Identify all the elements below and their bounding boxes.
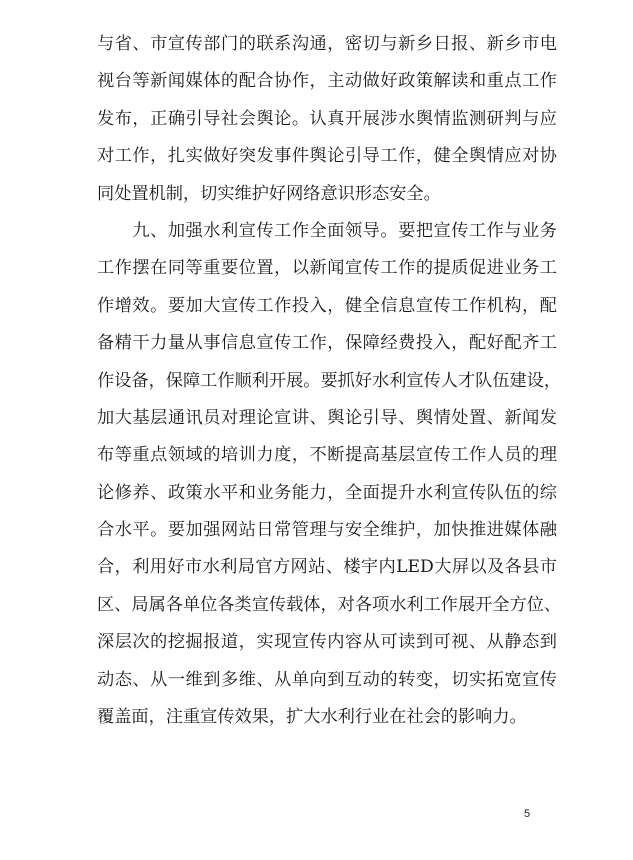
section-nine-heading-line: 九、加强水利宣传工作全面领导。要把宣传工作与业务 [97,220,557,241]
text-line: 视台等新闻媒体的配合协作，主动做好政策解读和重点工作 [97,71,557,92]
body-text [97,26,562,736]
text-line: 作增效。要加大宣传工作投入，健全信息宣传工作机构，配 [97,295,557,316]
text-line: 布等重点领域的培训力度，不断提高基层宣传工作人员的理 [97,445,557,466]
text-line: 区、局属各单位各类宣传载体，对各项水利工作展开全方位、 [97,594,562,615]
text-line: 与省、市宣传部门的联系沟通，密切与新乡日报、新乡市电 [97,34,557,54]
text-line: 发布，正确引导社会舆论。认真开展涉水舆情监测研判与应 [97,108,557,129]
text-line: 合，利用好市水利局官方网站、楼宇内LED大屏以及各县市 [97,557,557,578]
text-line: 论修养、政策水平和业务能力，全面提升水利宣传队伍的综 [97,482,557,503]
page-number: 5 [524,808,531,820]
text-line: 工作摆在同等重要位置，以新闻宣传工作的提质促进业务工 [97,258,557,279]
text-line: 备精干力量从事信息宣传工作，保障经费投入，配好配齐工 [97,333,557,354]
text-line: 动态、从一维到多维、从单向到互动的转变，切实拓宽宣传 [97,669,557,690]
text-line: 合水平。要加强网站日常管理与安全维护，加快推进媒体融 [97,520,557,541]
text-line: 覆盖面，注重宣传效果，扩大水利行业在社会的影响力。 [97,707,527,728]
text-line: 作设备，保障工作顺利开展。要抓好水利宣传人才队伍建设， [97,370,562,391]
text-line: 同处置机制，切实维护好网络意识形态安全。 [97,183,441,204]
text-line: 加大基层通讯员对理论宣讲、舆论引导、舆情处置、新闻发 [97,407,557,428]
text-line: 深层次的挖掘报道，实现宣传内容从可读到可视、从静态到 [97,632,557,653]
text-line: 对工作，扎实做好突发事件舆论引导工作，健全舆情应对协 [97,146,557,167]
